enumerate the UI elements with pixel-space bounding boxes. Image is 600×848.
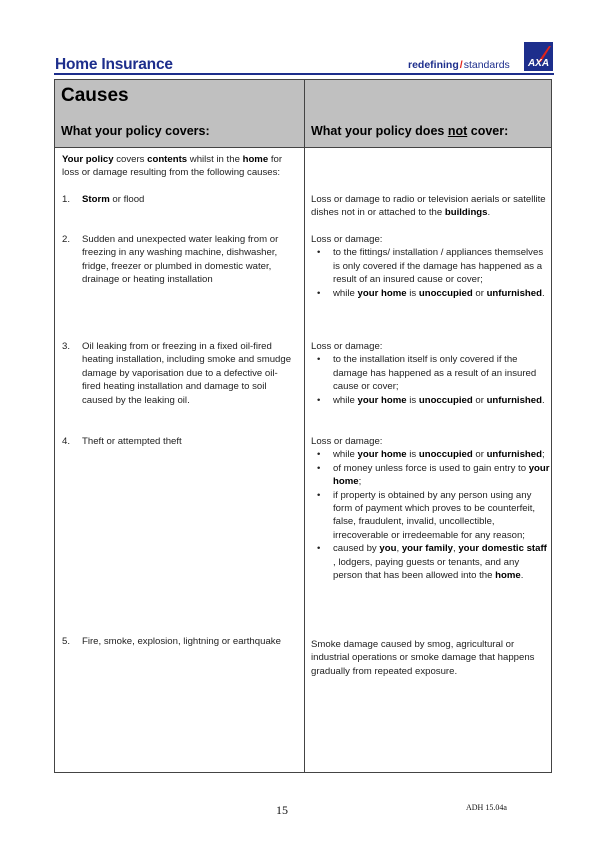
cause-item: Fire, smoke, explosion, lightning or earthquake <box>82 636 281 647</box>
cause-item: Theft or attempted theft <box>82 436 182 447</box>
row-number: 5. <box>62 636 71 647</box>
list-item: • caused by you, your family, your domestic staff , lodgers, paying guests or tenants, and any person that has been allowed into the home. <box>333 542 551 582</box>
list-item: • while your home is unoccupied or unfurnished; <box>333 448 551 461</box>
logo-text: AXA <box>527 58 550 69</box>
list-item: • to the installation itself is only covered if the damage has happened as a result of an insured cause or cover; <box>333 353 551 393</box>
list-item: • while your home is unoccupied or unfurnished. <box>333 394 551 407</box>
tagline-standards: standards <box>463 59 510 71</box>
list-item: • while your home is unoccupied or unfurnished. <box>333 287 551 300</box>
exclusion-item <box>311 435 551 582</box>
exclusion-list <box>311 246 551 300</box>
list-item: • of money unless force is used to gain entry to your home; <box>333 462 551 489</box>
cause-item: Storm or flood <box>82 194 145 205</box>
exclusion-list <box>311 353 551 407</box>
row-number: 4. <box>62 436 71 447</box>
exclusion-intro: Loss or damage: <box>311 341 383 352</box>
exclusion-item: Smoke damage caused by smog, agricultural or industrial operations or smoke damage that happens gradually from repeated exposure. <box>311 639 535 677</box>
list-item: • to the fittings/ installation / appliances themselves is only covered if the damage has happened as a result of an insured cause or cover; <box>333 246 551 286</box>
tagline-redefining: redefining <box>408 59 459 71</box>
column-header-covers: What your policy covers: <box>61 124 210 138</box>
exclusion-item: Loss or damage to radio or television aerials or satellite dishes not in or attached to the buildings. <box>311 194 546 219</box>
intro-text: Your policy covers contents whilst in the home for loss or damage resulting from the following causes: <box>62 154 283 179</box>
cause-item: Oil leaking from or freezing in a fixed oil-fired heating installation, including smoke and smudge damage by vaporisation due to a defective oil-fired heating installation and damage to soil caused by the leaking oil. <box>82 341 292 406</box>
row-number: 3. <box>62 341 71 352</box>
row-number: 1. <box>62 194 71 205</box>
cause-item: Sudden and unexpected water leaking from or freezing in any washing machine, dishwasher, fridge, freezer or plumbed in domestic water, drainage or heating installation <box>82 234 279 286</box>
exclusion-item <box>311 233 551 300</box>
header-rule <box>54 73 554 75</box>
page-number: 15 <box>276 803 288 817</box>
list-item: • if property is obtained by any person using any form of payment which proves to be counterfeit, false, fraudulent, invalid, uncollectible, irrecoverable or irredeemable for any reason; <box>333 489 551 543</box>
axa-logo <box>524 42 553 71</box>
tagline-slash: / <box>459 59 463 71</box>
document-reference: ADH 15.04a <box>466 803 507 812</box>
exclusion-intro: Loss or damage: <box>311 436 383 447</box>
brand-tagline <box>408 59 510 71</box>
table-header <box>55 80 551 148</box>
column-header-not-covers: What your policy does not cover: <box>311 124 509 138</box>
row-number: 2. <box>62 234 71 245</box>
section-title: Causes <box>61 85 129 106</box>
exclusion-list <box>311 448 551 582</box>
column-divider <box>304 80 305 772</box>
document-title: Home Insurance <box>55 56 173 73</box>
exclusion-intro: Loss or damage: <box>311 234 383 245</box>
exclusion-item <box>311 340 551 407</box>
